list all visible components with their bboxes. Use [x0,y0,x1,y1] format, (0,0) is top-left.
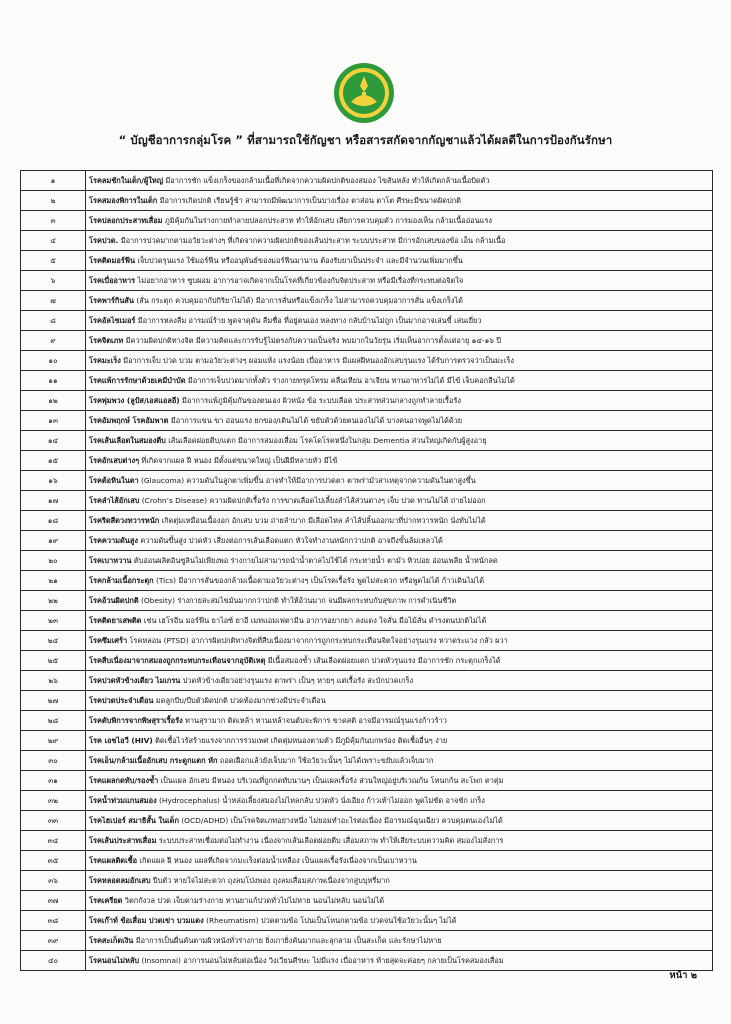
row-number: ๑๒ [21,391,86,411]
disease-name: โรคปลอกประสาทเสื่อม [89,216,163,225]
table-row [21,931,713,951]
disease-description [86,771,713,791]
symptom-text: เช่น เฮโรอีน มอร์ฟีน ยาไอซ์ ยาอี เมทแอมเฟตามีน อาการอยากยา ลงแดง ใจสั่น มือไม้สั่น ดำรงตนปกติไม่ได้ [141,616,487,625]
disease-description [86,251,713,271]
symptom-text: (Insomnai) อาการนอนไม่หลับต่อเนื่อง วิงเวียนศีรษะ ไม่มีแรง เบื่ออาหาร ท้ายสุดจะค่อยๆ กลายเป็นโรคสมองเสื่อม [139,956,504,965]
disease-name: โรคนอนไม่หลับ [89,956,140,965]
row-number: ๓๕ [21,851,86,871]
row-number: ๕ [21,251,86,271]
disease-description [86,611,713,631]
row-number: ๒๗ [21,691,86,711]
disease-name: โรคปวด. [89,236,119,245]
disease-description [86,891,713,911]
disease-description [86,511,713,531]
disease-description [86,331,713,351]
symptom-text: (Tics) มีอาการสั่นของกล้ามเนื้อตามอวัยวะต่างๆ เป็นโรคเรื้อรัง พูดไม่สะดวก หรือพูดไม่ได้ ก้าวเดินไม่ได้ [153,576,485,585]
row-number: ๑ [21,171,86,191]
disease-name: โรคเครียด [89,896,123,905]
disease-name: โรคต้อหินในตา [89,476,139,485]
disease-name: โรคเก๊าท์ ข้อเสื่อม ปวดเข่า บวมแดง [89,916,204,925]
row-number: ๒๖ [21,671,86,691]
row-number: ๑๐ [21,351,86,371]
disease-description [86,691,713,711]
table-row [21,551,713,571]
disease-description [86,851,713,871]
table-row [21,411,713,431]
table-row [21,571,713,591]
table-row [21,651,713,671]
disease-name: โรคเบื่ออาหาร [89,276,136,285]
table-row [21,371,713,391]
disease-name: โรคพุ่มพวง (ลูปัส/เอสแอลอี) [89,396,180,405]
disease-name: โรคแผลกดทับ/รองช้ำ [89,776,159,785]
row-number: ๒๕ [21,651,86,671]
symptom-text: ระบบประสาทเชื่อมต่อไม่ทำงาน เนื่องจากเส้นเลือดฝอยตีบ เสื่อมสภาพ ทำให้เสียระบบความคิด สมองไม่สั่งการ [156,836,504,845]
disease-name: โรคสืบเนื่องมาจากสมองถูกกระทบกระเทือนจากอุบัติเหตุ [89,656,266,665]
disease-description [86,371,713,391]
row-number: ๓๔ [21,831,86,851]
row-number: ๑๙ [21,531,86,551]
disease-description [86,811,713,831]
disease-name: โรคอัมพฤกษ์ โรคอัมพาต [89,416,169,425]
symptom-text: เจ็บปวดรุนแรง ใช้มอร์ฟีน หรืออนุพันธ์ของมอร์ฟีนมานาน ต้องรับยาเป็นประจำ และมีจำนวนเพิ่มมากขึ้น [135,256,463,265]
disease-description [86,531,713,551]
table-row [21,951,713,971]
disease-description [86,271,713,291]
symptom-text: มีอาการเป็นผื่นคันตามผิวหนังทั่วร่างกาย ยิ่งเกายิ่งคันมากและลุกลาม เป็นสะเก็ด และรักษาไม่หาย [133,936,442,945]
symptom-text: มีความผิดปกติทางจิต มีความคิดและการรับรู้ไม่ตรงกับความเป็นจริง พบมากในวัยรุ่น เริ่มเห็นอาการตั้งแต่อายุ ๑๔-๑๖ ปี [123,336,502,345]
table-row [21,311,713,331]
disease-name: โรคลำไส้อักเสบ [89,496,140,505]
disease-description [86,391,713,411]
symptom-text: ปวดหัวข้างเดียวอย่างรุนแรง ตาพร่า เป็นๆ หายๆ แต่เรื้อรัง สะบักปวดเกร็ง [180,676,414,685]
disease-name: โรคเบาหวาน [89,556,132,565]
row-number: ๔๐ [21,951,86,971]
disease-name: โรคซึมเศร้า [89,636,128,645]
disease-description [86,431,713,451]
symptom-text: มีอาการหลงลืม อารมณ์ร้าย พูดจาดุดัน ลืมชื่อ ที่อยู่ตนเอง หลงทาง กลับบ้านไม่ถูก เป็นมากอาจเล่นขี้ เล่นเยี่ยว [135,316,482,325]
row-number: ๓๐ [21,751,86,771]
disease-name: โรคอัลไซเมอร์ [89,316,136,325]
table-row [21,751,713,771]
disease-name: โรคจิตเภท [89,336,124,345]
table-row [21,831,713,851]
table-row [21,891,713,911]
symptom-text: มีอาการเจ็บปวดมากทั้งตัว ร่างกายทรุดโทรม คลื่นเหียน อาเจียน ทานอาหารไม่ได้ มีไข้ เจ็บคอกลืนไม่ได้ [185,376,515,385]
row-number: ๒ [21,191,86,211]
disease-description [86,831,713,851]
row-number: ๑๘ [21,511,86,531]
table-row [21,231,713,251]
row-number: ๑๕ [21,451,86,471]
table-row [21,471,713,491]
row-number: ๓๖ [21,871,86,891]
disease-description [86,591,713,611]
symptom-text: (สั่น กระตุก ควบคุมอากัปกิริยาไม่ได้) มีอาการสั่นหรือแข็งเกร็ง ไม่สามารถควบคุมอาการสั่น แข็งเกร็งได้ [133,296,463,305]
table-row [21,351,713,371]
table-row [21,331,713,351]
row-number: ๖ [21,271,86,291]
emblem-logo [333,62,395,124]
disease-name: โรคเอ็น/กล้ามเนื้ออักเสบ กระดูกแตก หัก [89,756,218,765]
symptom-text: (Rheumatism) ปวดตามข้อ โปนเป็นโหนกตามข้อ ปวดจนใช้อวัยวะนั้นๆ ไม่ได้ [203,916,457,925]
row-number: ๑๔ [21,431,86,451]
disease-description [86,171,713,191]
disease-name: โรคสะเก็ดเงิน [89,936,134,945]
row-number: ๒๔ [21,631,86,651]
row-number: ๑๗ [21,491,86,511]
disease-name: โรคเส้นเลือดในสมองตีบ [89,436,166,445]
table-row [21,731,713,751]
table-row [21,491,713,511]
disease-description [86,231,713,251]
table-row [21,511,713,531]
row-number: ๒๓ [21,611,86,631]
disease-name: โรคมะเร็ง [89,356,121,365]
row-number: ๒๑ [21,571,86,591]
symptom-text: มีอาการแพ้ภูมิคุ้มกันของตนเอง ผิวหนัง ข้อ ระบบเลือด ประสาทส่วนกลางถูกทำลายเรื้อรัง [179,396,461,405]
disease-description [86,911,713,931]
disease-name: โรคหลอดลมอักเสบ [89,876,151,885]
row-number: ๗ [21,291,86,311]
symptom-list-table [20,170,713,971]
disease-name: โรคลมชักในเด็ก/ผู้ใหญ่ [89,176,164,185]
disease-name: โรคติดมอร์ฟีน [89,256,136,265]
disease-description [86,931,713,951]
disease-description [86,671,713,691]
row-number: ๓๓ [21,811,86,831]
disease-name: โรคไฮเปอร์ สมาธิสั้น ในเด็ก [89,816,179,825]
symptom-text: (Glaucoma) ความดันในลูกตาเพิ่มขึ้น อาจทำให้มีอาการปวดตา ตาพร่ามัวสาเหตุจากความดันในตาสูงขึ้น [138,476,476,485]
table-row [21,911,713,931]
table-row [21,611,713,631]
row-number: ๔ [21,231,86,251]
symptom-text: มีอาการแขน ขา อ่อนแรง ยกของ/เดินไม่ได้ ขยับตัวด้วยตนเองไม่ได้ บางคนอาจพูดไม่ได้ด้วย [168,416,463,425]
disease-name: โรค เอชไอวี (HIV) [89,736,153,745]
symptom-text: (Hydrocephalus) น้ำหล่อเลี้ยงสมองไม่ไหลกลับ ปวดหัว นั่งเอียง ก้าวเท้าไม่ออก พูดไม่ชัด อาจชัก เกร็ง [156,796,485,805]
table-row [21,791,713,811]
disease-description [86,651,713,671]
disease-name: โรคสมองพิการในเด็ก [89,196,158,205]
symptom-text: มีอาการเกิดปกติ เรียนรู้ช้า สามารถมีพัฒนาการเป็นบางเรื่อง ตาส่อน ตาโต ศีรษะมีขนาดผิดปกติ [157,196,461,205]
disease-name: โรคอ้วนผิดปกติ [89,596,139,605]
disease-description [86,451,713,471]
disease-name: โรคอักเสบต่างๆ [89,456,140,465]
disease-description [86,551,713,571]
disease-name: โรคปวดประจำเดือน [89,696,154,705]
table-row [21,711,713,731]
symptom-text: ติดเชื้อไวรัสร้ายแรงจากการร่วมเพศ เกิดตุ่มหนองตามตัว มีภูมิคุ้มกันบกพร่อง ติดเชื้ออื่นๆ ง่าย [152,736,448,745]
symptom-text: (Obesity) ร่างกายสะสมไขมันมากกว่าปกติ ทำให้อ้วนมาก จนมีผลกระทบกับสุขภาพ การดำเนินชีวิต [138,596,457,605]
table-row [21,771,713,791]
disease-name: โรคติดยาเสพติด [89,616,142,625]
row-number: ๑๓ [21,411,86,431]
disease-description [86,491,713,511]
disease-description [86,351,713,371]
disease-description [86,751,713,771]
row-number: ๓๗ [21,891,86,911]
table-row [21,851,713,871]
symptom-text: ไม่อยากอาหาร ซูบผอม อาการอาจเกิดจากเป็นโรคที่เกี่ยวข้องกับจิตประสาท หรือมีเรื่องที่กระทบต่อจิตใจ [135,276,464,285]
symptom-text: ภูมิคุ้มกันในร่างกายทำลายปลอกประสาท ทำให้อักเสบ เสียการควบคุมตัว การมองเห็น กล้ามเนื้ออ่อนแรง [162,216,492,225]
symptom-text: วิตกกังวล ปวด เจ็บตามร่างกาย ทานยาแก้ปวดทั่วไปไม่หาย นอนไม่หลับ นอนไม่ได้ [122,896,385,905]
table-row [21,431,713,451]
symptom-text: มดลูกบีบ/บีบตัวผิดปกติ ปวดท้องมากช่วงมีประจำเดือน [153,696,326,705]
row-number: ๑๖ [21,471,86,491]
table-row [21,631,713,651]
disease-name: โรคปวดหัวข้างเดียว ไมเกรน [89,676,181,685]
row-number: ๓ [21,211,86,231]
symptom-text: ที่เกิดจากแผล ฝี หนอง มีตั้งแต่ขนาดใหญ่ เป็นฝีมีหลายหัว มีไข้ [139,456,338,465]
table-row [21,171,713,191]
row-number: ๓๘ [21,911,86,931]
symptom-text: เกิดตุ่มเหมือนเนื้องอก อักเสบ บวม ถ่ายลำบาก มีเลือดไหล ลำไส้ปลิ้นออกมาที่ปากทวารหนัก นั่งทับไม่ได้ [159,516,486,525]
table-row [21,871,713,891]
disease-description [86,951,713,971]
disease-description [86,631,713,651]
disease-name: โรคแพ้การรักษาด้วยเคมีบำบัด [89,376,186,385]
symptom-text: เส้นเลือดฝอยตีบ/แตก มีอาการสมองเสื่อม โรคโดโรคหนึ่งในกลุ่ม Dementia ส่วนใหญ่เกิดกับผู้สูงอายุ [165,436,487,445]
disease-description [86,471,713,491]
disease-description [86,211,713,231]
disease-description [86,411,713,431]
symptom-text: ความดันขึ้นสูง ปวดหัว เสี่ยงต่อการเส้นเลือดแตก หัวใจทำงานหนักกว่าปกติ อาจถึงขั้นล้มเหลวได้ [137,536,443,545]
symptom-text: เป็นแผล อักเสบ มีหนอง บริเวณที่ถูกกดทับนานๆ เป็นแผลเรื้อรัง ส่วนใหญ่อยู่บริเวณก้น โหนกก้น สะโพก ตาตุ่ม [158,776,504,785]
table-row [21,191,713,211]
row-number: ๒๙ [21,731,86,751]
disease-name: โรคความดันสูง [89,536,138,545]
row-number: ๒๘ [21,711,86,731]
document-title: “ บัญชีอาการกลุ่มโรค ” ที่สามารถใช้กัญชา หรือสารสกัดจากกัญชาแล้วได้ผลดีในการป้องกันรักษา [118,133,613,147]
symptom-text: ถอดเฝือกแล้วยังเจ็บมาก ใช้อวัยวะนั้นๆ ไม่ได้เพราะขยับแล้วเจ็บมาก [217,756,434,765]
symptom-text: โรคหลอน (PTSD) อาการผิดปกติทางจิตที่สืบเนื่องมาจากการถูกกระทบกระเทือนจิตใจอย่างรุนแรง หวาดระแวง กลัว ผวา [127,636,508,645]
row-number: ๑๑ [21,371,86,391]
table-row [21,671,713,691]
symptom-text: มีอาการชัก แข็งเกร็งของกล้ามเนื้อที่เกิดจากความผิดปกติของสมอง ไขสันหลัง ทำให้เกิดกล้ามเนื้อบิดตัว [163,176,490,185]
table-row [21,391,713,411]
symptom-text: มีเนื้อสมองช้ำ เส้นเลือดฝอยแตก ปวดหัวรุนแรง มีอาการชัก กระตุกเกร็งได้ [265,656,501,665]
disease-description [86,731,713,751]
symptom-text: มีอาการปวดมากตามอวัยวะต่างๆ ที่เกิดจากความผิดปกติของเส้นประสาท ระบบประสาท มีการอักเสบของข้อ เอ็น กล้ามเนื้อ [118,236,506,245]
disease-name: โรคกล้ามเนื้อกระตุก [89,576,154,585]
disease-description [86,191,713,211]
symptom-text: มีอาการเจ็บ ปวด บวม ตามอวัยวะต่างๆ ผอมแห้ง แรงน้อย เบื่ออาหาร มีแผลฝีหนองอักเสบรุนแรง ได้รับการตรวจว่าเป็นมะเร็ง [120,356,514,365]
table-row [21,531,713,551]
table-row [21,271,713,291]
symptom-text: เกิดแผล ฝี หนอง แผลที่เกิดจากมะเร็งต่อมน้ำเหลือง เป็นแผลเรื้อรังเนื่องจากเป็นเบาหวาน [137,856,417,865]
symptom-text: ตับอ่อนผลิตอินซูลินไม่เพียงพอ ร่างกายไม่สามารถนำน้ำตาลไปใช้ได้ กระหายน้ำ ตามัว หิวบ่อย อ่อนเพลีย น้ำหนักลด [131,556,498,565]
symptom-text: ปีบตัว หายใจไม่สะดวก ถุงลมโป่งพอง ถุงลมเสื่อมสภาพเนื่องจากสูบบุหรี่มาก [150,876,390,885]
disease-name: โรคตับพิการจากพิษสุราเรื้อรัง [89,716,183,725]
disease-description [86,791,713,811]
row-number: ๓๙ [21,931,86,951]
disease-name: โรคน้ำท่วมแกนสมอง [89,796,157,805]
disease-name: โรคพาร์กินสัน [89,296,134,305]
page-number: หน้า ๒ [669,970,697,981]
disease-description [86,711,713,731]
table-row [21,211,713,231]
table-row [21,811,713,831]
row-number: ๒๐ [21,551,86,571]
table-row [21,691,713,711]
table-row [21,591,713,611]
disease-name: โรคเส้นประสาทเสื่อม [89,836,157,845]
disease-description [86,311,713,331]
table-row [21,451,713,471]
row-number: ๙ [21,331,86,351]
symptom-text: (OCD/ADHD) เป็นโรคจิตเภทอย่างหนึ่ง ไม่ยอมทำอะไรต่อเนื่อง มีอารมณ์ฉุนเฉียว ควบคุมตนเองไม่ได้ [178,816,503,825]
row-number: ๓๒ [21,791,86,811]
row-number: ๘ [21,311,86,331]
disease-description [86,571,713,591]
disease-description [86,871,713,891]
disease-name: โรคริดสีดวงทวารหนัก [89,516,160,525]
symptom-text: ทานสุรามาก ติดเหล้า ทานเหล้าจนตับจะพิการ ขาดสติ อาจมีอารมณ์รุนแรงก้าวร้าว [182,716,447,725]
table-row [21,251,713,271]
row-number: ๓๑ [21,771,86,791]
symptom-text: (Crohn’s Disease) ความผิดปกติเรื้อรัง การขาดเลือดไปเลี้ยงลำไส้ส่วนต่างๆ เจ็บ ปวด ทานไม่ได้ ถ่ายไม่ออก [139,496,486,505]
row-number: ๒๒ [21,591,86,611]
disease-name: โรคแผลติดเชื้อ [89,856,138,865]
table-row [21,291,713,311]
disease-description [86,291,713,311]
